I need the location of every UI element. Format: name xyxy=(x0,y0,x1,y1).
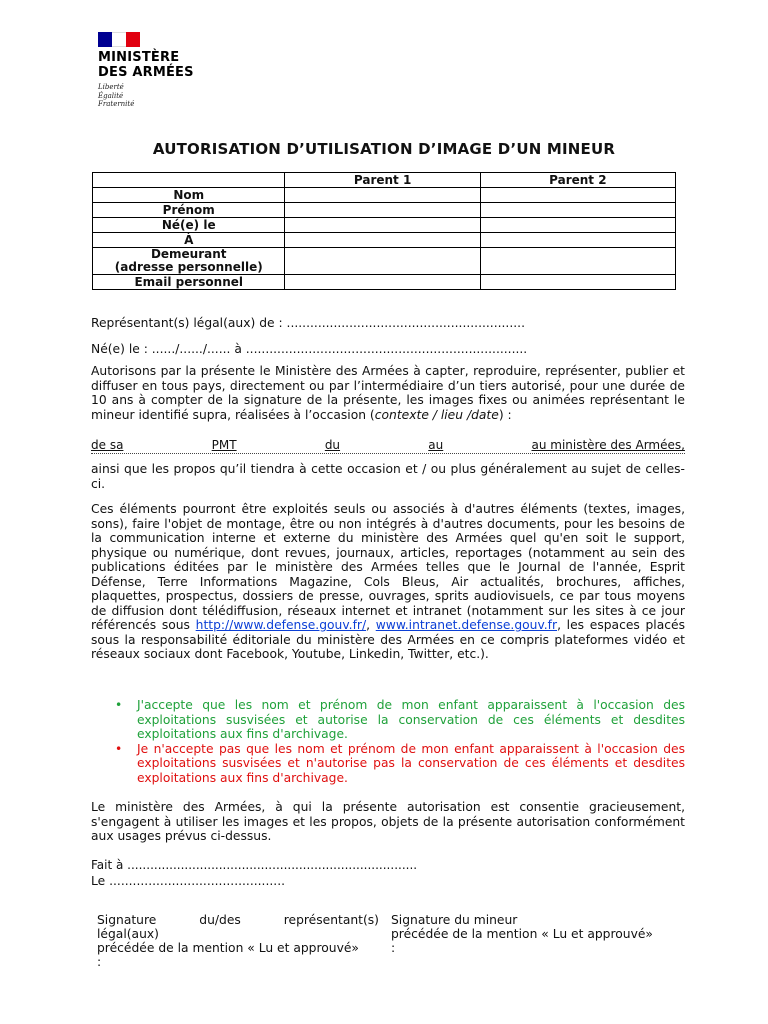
signature-minor-line1: Signature du mineur xyxy=(391,913,518,927)
accept-option[interactable] xyxy=(115,698,685,742)
parent2-prenom-field[interactable] xyxy=(480,203,675,218)
refuse-text: Je n'accepte pas que les nom et prénom de mon enfant apparaissent à l'occasion des exploitations susvisées et n'autorise pas la conservation de ces éléments et desdites exploitations aux fins d'archivage. xyxy=(137,741,685,785)
engagement-paragraph: Le ministère des Armées, à qui la présente autorisation est consentie gracieusement, s'engagent à utiliser les images et les propos, objets de la présente autorisation conformément aux usages prévus ci-dessus. xyxy=(91,800,685,843)
table-row xyxy=(93,248,676,275)
fait-a-line: Fait à ............................................................................ xyxy=(91,858,418,872)
sig-word-representants: représentant(s) xyxy=(283,913,379,927)
table-header-row xyxy=(93,173,676,188)
bullet-icon: • xyxy=(115,698,123,712)
row-label-ne-le: Né(e) le xyxy=(93,218,285,233)
fill-pmt: PMT xyxy=(211,438,237,452)
ne-le-line: Né(e) le : ....../....../...... à ........................................................................ xyxy=(91,342,528,356)
le-date-line: Le ............................................. xyxy=(91,874,286,888)
autorisons-end: ) : xyxy=(498,407,512,422)
table-row xyxy=(93,203,676,218)
context-fill-line[interactable] xyxy=(91,438,685,454)
signature-minor-line2: précédée de la mention « Lu et approuvé» xyxy=(391,927,653,941)
parent1-nom-field[interactable] xyxy=(285,188,480,203)
motto-liberte: Liberté xyxy=(98,83,124,91)
table-header-parent2: Parent 2 xyxy=(480,173,675,188)
parent2-a-field[interactable] xyxy=(480,233,675,248)
autorisons-text: Autorisons par la présente le Ministère des Armées à capter, reproduire, représenter, publier et diffuser en tous pays, directement ou par l’intermédiaire d’un tiers autorisé, pour une durée de 10 ans à compter de la signature de la présente, les images fixes ou animées représentant le mineur identifié supra, réalisées à l’occasion ( xyxy=(91,364,685,422)
elements-paragraph xyxy=(91,502,685,662)
table-row xyxy=(93,275,676,290)
signature-parents-block[interactable] xyxy=(97,913,379,969)
signature-parents-line2: légal(aux) xyxy=(97,927,159,941)
elements-end: , les espaces placés sous la responsabilité éditoriale du ministère des Armées en ce compris plateformes vidéo et réseaux sociaux dont Facebook, Youtube, Linkedin, Twitter, etc.). xyxy=(91,618,685,661)
parent2-adresse-field[interactable] xyxy=(480,248,675,275)
table-row xyxy=(93,218,676,233)
ministry-name-line1: MINISTÈRE xyxy=(98,50,180,65)
row-label-a: À xyxy=(93,233,285,248)
motto-egalite: Égalité xyxy=(98,91,124,100)
table-header-parent1: Parent 1 xyxy=(285,173,480,188)
row-label-prenom: Prénom xyxy=(93,203,285,218)
republic-motto xyxy=(98,83,194,109)
motto-fraternite: Fraternité xyxy=(98,100,135,108)
fill-de-sa: de sa xyxy=(91,438,124,452)
document-title: AUTORISATION D’UTILISATION D’IMAGE D’UN MINEUR xyxy=(152,140,616,158)
elements-text: Ces éléments pourront être exploités seuls ou associés à d'autres éléments (textes, images, sons), faire l'objet de montage, être ou non intégrés à d'autres documents, pour les besoins de la communication interne et externe du ministère des Armées quel qu'en soit le support, physique ou numérique, dont revues, journaux, articles, reportages (notamment au sein des publications éditées par le ministère des Armées telles que le Journal de l'année, Esprit Défense, Terre Informations Magazine, Cols Bleus, Air actualités, brochures, affiches, plaquettes, prospectus, dossiers de presse, ouvrages, sprits audiovisuels, ce par tous moyens de diffusion dont télédiffusion, réseaux internet et intranet (notamment sur les sites à ce jour référencés sous xyxy=(91,502,685,632)
parent2-email-field[interactable] xyxy=(480,275,675,290)
signature-minor-line3: : xyxy=(391,941,396,955)
bullet-icon: • xyxy=(115,741,123,756)
intranet-link[interactable]: www.intranet.defense.gouv.fr xyxy=(375,618,558,632)
row-label-demeurant-line2: (adresse personnelle) xyxy=(114,260,263,274)
parent2-nom-field[interactable] xyxy=(480,188,675,203)
parent1-adresse-field[interactable] xyxy=(285,248,480,275)
parent2-ne-le-field[interactable] xyxy=(480,218,675,233)
table-header-empty xyxy=(93,173,285,188)
parent1-ne-le-field[interactable] xyxy=(285,218,480,233)
row-label-demeurant xyxy=(93,248,285,275)
elements-sep: , xyxy=(366,618,376,632)
autorisons-paragraph xyxy=(91,364,685,422)
row-label-nom: Nom xyxy=(93,188,285,203)
row-label-email: Email personnel xyxy=(93,275,285,290)
sig-word-signature: Signature xyxy=(97,913,157,927)
signature-parents-line3: précédée de la mention « Lu et approuvé» xyxy=(97,941,359,955)
row-label-demeurant-line1: Demeurant xyxy=(150,247,227,261)
fill-au: au xyxy=(428,438,444,452)
defense-link[interactable]: http://www.defense.gouv.fr/ xyxy=(195,618,367,632)
autorisons-italic: contexte / lieu /date xyxy=(374,407,499,422)
signature-minor-block[interactable] xyxy=(391,913,681,955)
parent1-prenom-field[interactable] xyxy=(285,203,480,218)
marianne-flag-icon xyxy=(98,32,140,47)
table-row xyxy=(93,233,676,248)
representant-line: Représentant(s) légal(aux) de : ............................................................. xyxy=(91,316,525,330)
signature-parents-line4: : xyxy=(97,955,102,969)
ministry-logo xyxy=(98,32,194,109)
sig-word-dudes: du/des xyxy=(199,913,241,927)
ministry-name-line2: DES ARMÉES xyxy=(98,65,194,80)
accept-text: J'accepte que les nom et prénom de mon enfant apparaissent à l'occasion des exploitations susvisées et autorise la conservation de ces éléments et desdites exploitations aux fins d'archivage. xyxy=(137,698,685,741)
parent1-email-field[interactable] xyxy=(285,275,480,290)
propos-paragraph: ainsi que les propos qu’il tiendra à cette occasion et / ou plus généralement au sujet de celles-ci. xyxy=(91,462,685,491)
fill-ministere: au ministère des Armées, xyxy=(531,438,685,452)
signature-parents-line1 xyxy=(97,913,379,927)
refuse-option[interactable] xyxy=(115,742,685,786)
consent-choices xyxy=(115,698,685,785)
parent1-a-field[interactable] xyxy=(285,233,480,248)
identity-table xyxy=(92,172,676,290)
table-row xyxy=(93,188,676,203)
fill-du: du xyxy=(324,438,341,452)
